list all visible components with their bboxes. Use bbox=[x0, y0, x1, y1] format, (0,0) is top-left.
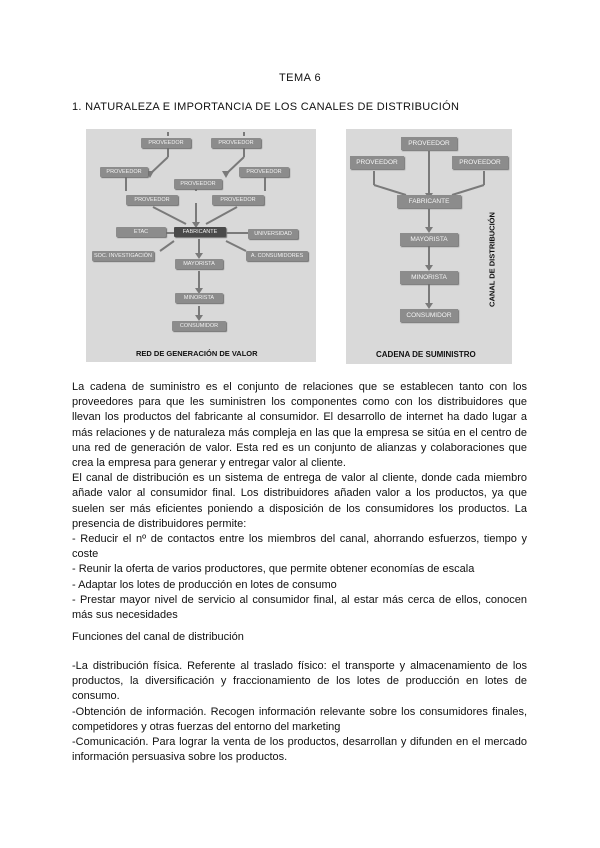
function-item: -La distribución física. Referente al traslado físico: el transporte y almacenamiento de los productos, la diversificación y fraccionamiento de los lotes de producción en lotes de consumo. bbox=[72, 660, 527, 703]
universidad-box: UNIVERSIDAD bbox=[248, 229, 298, 239]
value-network-caption: RED DE GENERACIÓN DE VALOR bbox=[136, 349, 258, 358]
bullet-item: - Reducir el nº de contactos entre los miembros del canal, ahorrando esfuerzos, tiempo y coste bbox=[72, 533, 527, 561]
minorista-box: MINORISTA bbox=[400, 271, 458, 284]
proveedor-box: PROVEEDOR bbox=[452, 156, 508, 169]
bullet-item: - Adaptar los lotes de producción en lotes de consumo bbox=[72, 578, 337, 591]
bullet-item: - Reunir la oferta de varios productores, que permite obtener economías de escala bbox=[72, 563, 475, 576]
function-item: -Obtención de información. Recogen información relevante sobre los consumidores finales, competidores y otras fuerzas del entorno del marketing bbox=[72, 705, 527, 733]
proveedor-box: PROVEEDOR bbox=[212, 195, 264, 205]
investigacion-box: SOC. INVESTIGACIÓN bbox=[93, 253, 153, 259]
functions-list bbox=[72, 659, 527, 765]
proveedor-box: PROVEEDOR bbox=[141, 138, 191, 148]
paragraph-supply-chain: La cadena de suministro es el conjunto de relaciones que se establecen tanto con los proveedores para que les suministren los componentes como con los distribuidores que llevan los productos del fabricante al consumidor. El desarrollo de internet ha dado lugar a más relaciones y de naturaleza más compleja en las que la empresa se sitúa en el centro de una red de generación de valor. Esta red es un conjunto de alianzas y colaboraciones que crea la empresa para generar y entregar valor al cliente. bbox=[72, 381, 527, 470]
fabricante-box: FABRICANTE bbox=[174, 227, 226, 237]
proveedor-box: PROVEEDOR bbox=[100, 167, 148, 177]
proveedor-box: PROVEEDOR bbox=[350, 156, 404, 169]
proveedor-box: PROVEEDOR bbox=[239, 167, 289, 177]
value-network-figure bbox=[86, 129, 316, 362]
minorista-box: MINORISTA bbox=[175, 293, 223, 303]
consumidor-box: CONSUMIDOR bbox=[172, 321, 226, 331]
page-title: TEMA 6 bbox=[278, 72, 322, 84]
supply-chain-caption: CADENA DE SUMINISTRO bbox=[376, 350, 476, 359]
mayorista-box: MAYORISTA bbox=[400, 233, 458, 246]
supply-chain-figure bbox=[346, 129, 512, 364]
left-partner-box: ETAC bbox=[116, 227, 166, 237]
bullet-item: - Prestar mayor nivel de servicio al consumidor final, al estar más cerca de ellos, conocen más sus necesidades bbox=[72, 593, 527, 622]
proveedor-box: PROVEEDOR bbox=[126, 195, 178, 205]
paragraph-distribution-channel: El canal de distribución es un sistema de entrega de valor al cliente, donde cada miembro añade valor al consumidor final. Los distribuidores añaden valor a los productos, ya que suelen ser más eficientes poniendo a disposición de los consumidores los productos. La presencia de distribuidores permite: bbox=[72, 472, 527, 530]
functions-heading: Funciones del canal de distribución bbox=[72, 631, 244, 643]
consumidores-asociacion-box: A. CONSUMIDORES bbox=[246, 251, 308, 261]
section-heading: 1. NATURALEZA E IMPORTANCIA DE LOS CANALES DE DISTRIBUCIÓN bbox=[72, 101, 460, 113]
body-text bbox=[72, 380, 527, 623]
fabricante-box: FABRICANTE bbox=[397, 195, 461, 208]
consumidor-box: CONSUMIDOR bbox=[400, 309, 458, 322]
canal-distribucion-label: CANAL DE DISTRIBUCIÓN bbox=[487, 212, 497, 307]
proveedor-box: PROVEEDOR bbox=[174, 179, 222, 189]
proveedor-box: PROVEEDOR bbox=[211, 138, 261, 148]
proveedor-box: PROVEEDOR bbox=[401, 137, 457, 150]
mayorista-box: MAYORISTA bbox=[175, 259, 223, 269]
function-item: -Comunicación. Para lograr la venta de los productos, desarrollan y difunden en el mercado información persuasiva sobre los productos. bbox=[72, 736, 527, 764]
